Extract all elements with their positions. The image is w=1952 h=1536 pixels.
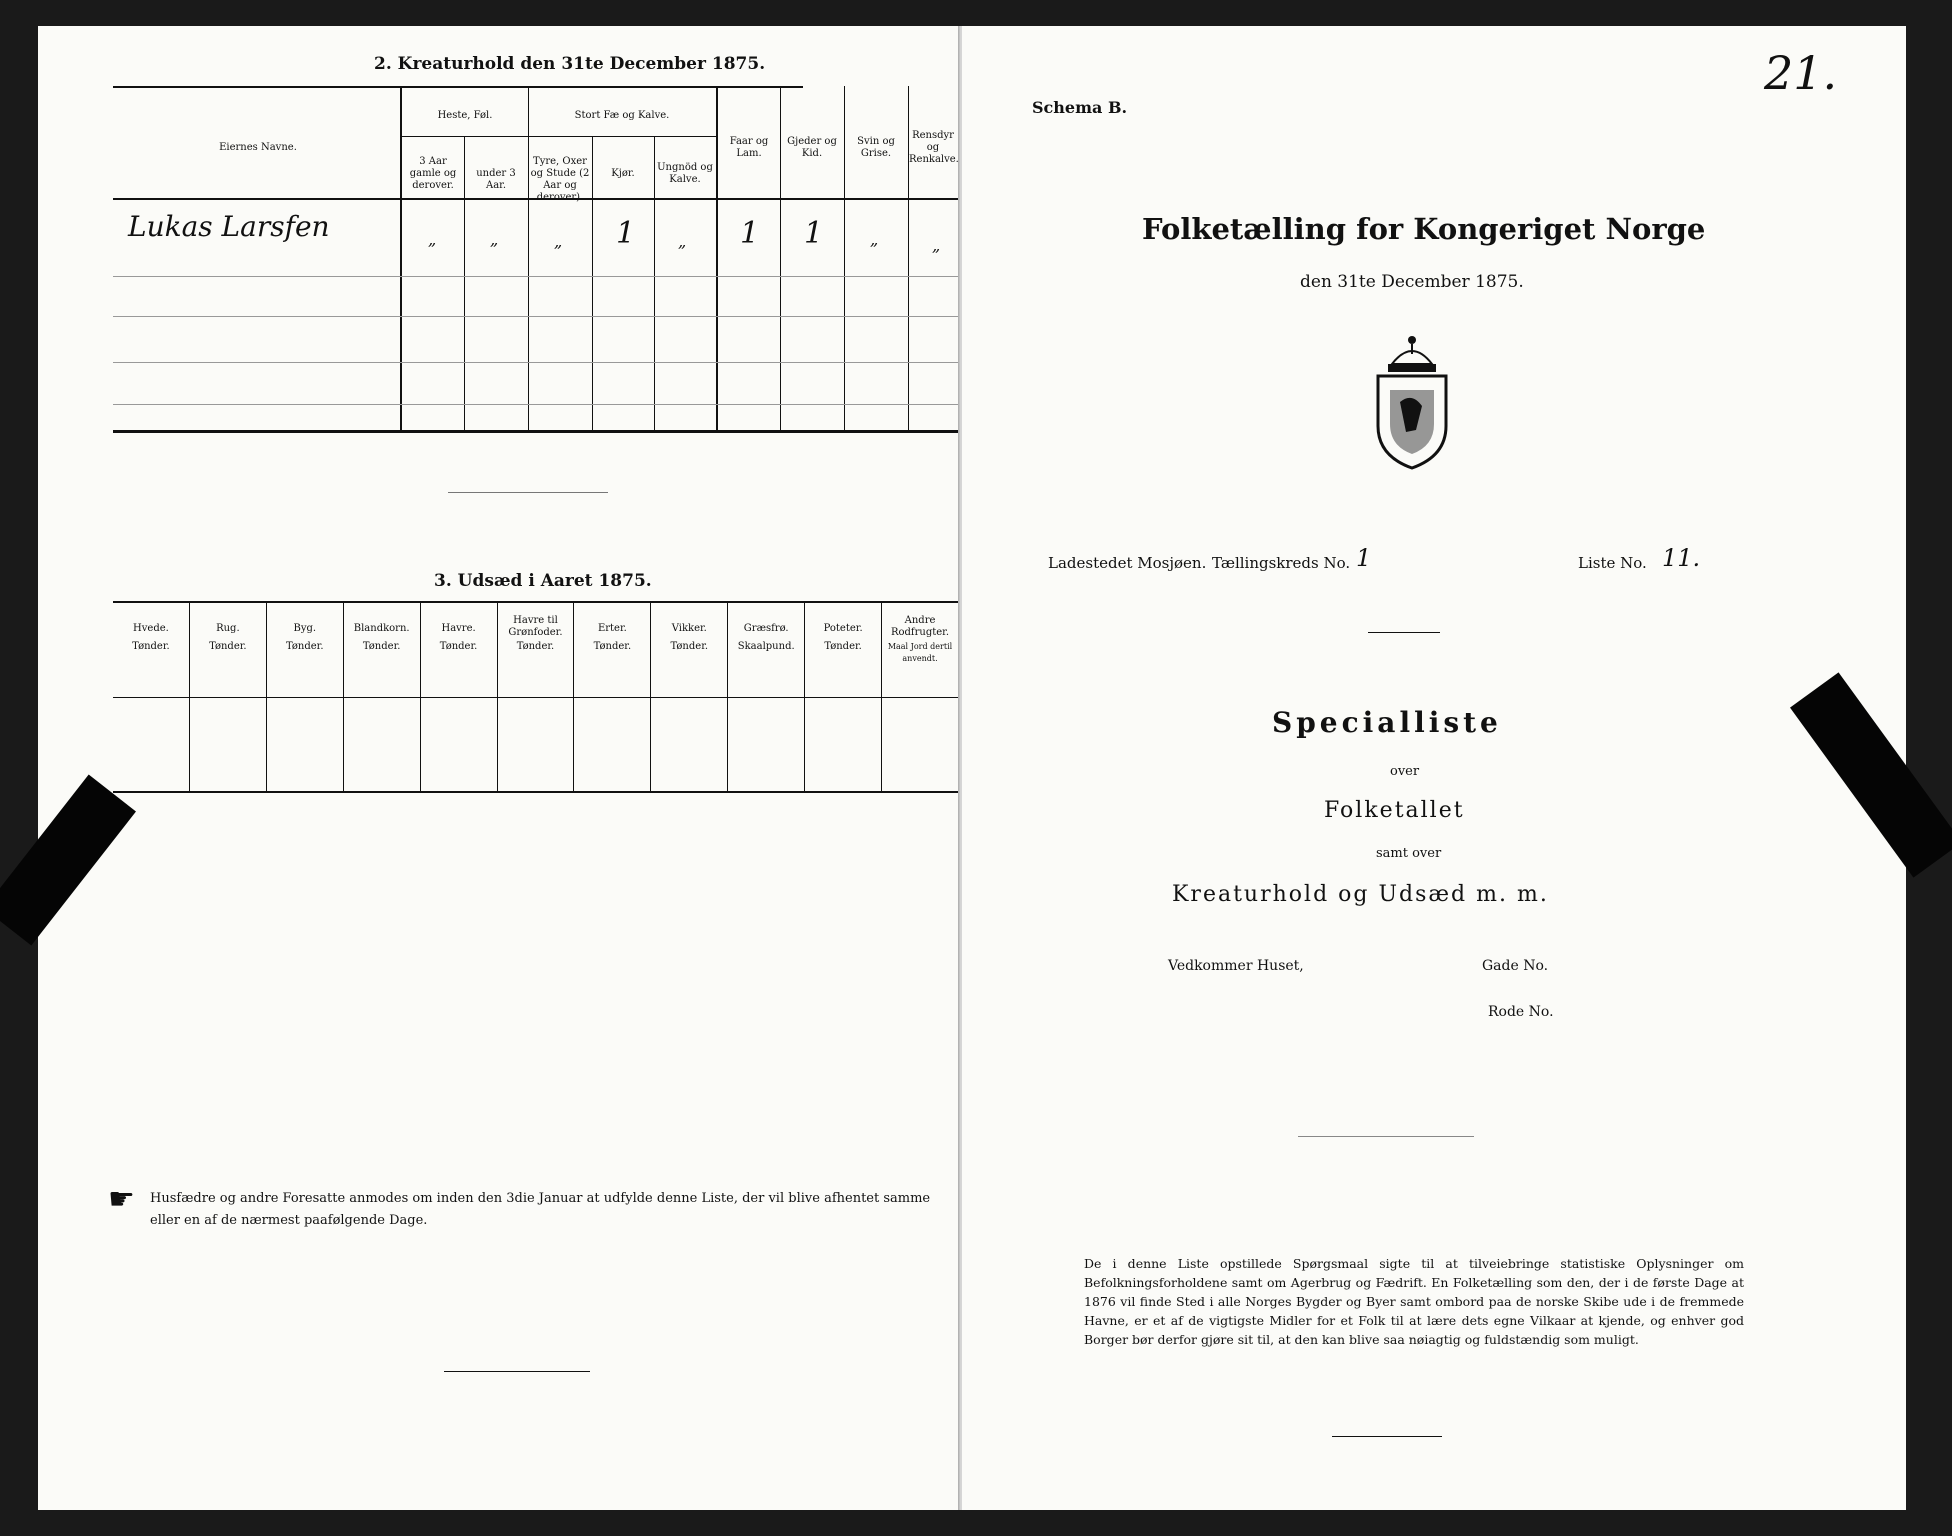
kreds-value: 1 <box>1356 544 1372 572</box>
page-number: 21. <box>1764 46 1838 100</box>
sowing-col-unit: Maal Jord dertil anvendt. <box>887 642 953 663</box>
pigs-cell: „ <box>870 230 879 249</box>
sowing-col-name: Byg. <box>293 623 317 634</box>
schema-label: Schema B. <box>1032 98 1128 117</box>
kreds-label: Tællingskreds No. <box>1212 554 1351 572</box>
over-text: over <box>1390 764 1420 779</box>
gade-label: Gade No. <box>1482 958 1549 974</box>
left-page <box>38 26 958 1510</box>
horses-group-header: Heste, Føl. <box>437 110 493 121</box>
ladestedet-label: Ladestedet Mosjøen. <box>1048 554 1207 572</box>
sowing-col-name: Havre til Grønfoder. <box>508 615 563 638</box>
reindeer-cell: „ <box>932 236 941 255</box>
sowing-col-unit: Tønder. <box>209 641 247 652</box>
liste-label: Liste No. <box>1578 554 1647 572</box>
bulls-cell: „ <box>554 232 563 251</box>
sowing-col-name: Havre. <box>441 623 476 634</box>
main-title: Folketælling for Kongeriget Norge <box>1142 212 1706 246</box>
sowing-col-name: Erter. <box>597 623 627 634</box>
vedkommer-label: Vedkommer Huset, <box>1168 958 1304 974</box>
sowing-col-name: Hvede. <box>133 623 169 634</box>
rode-label: Rode No. <box>1488 1004 1554 1020</box>
cows-header: Kjør. <box>611 168 635 179</box>
horse-young-cell: „ <box>490 230 499 249</box>
horse-old-cell: „ <box>428 230 437 249</box>
notice-text: Husfædre og andre Foresatte anmodes om inden den 3die Januar at udfylde denne Liste, der vil blive afhentet samme eller en af de nærmest paafølgende Dage. <box>150 1191 931 1228</box>
calves-header: Ungnöd og Kalve. <box>657 162 713 185</box>
pigs-header: Svin og Grise. <box>857 136 895 159</box>
samt-over-text: samt over <box>1376 846 1442 861</box>
goats-cell: 1 <box>804 216 824 251</box>
coat-of-arms-icon <box>1364 330 1460 470</box>
section3-title: 3. Udsæd i Aaret 1875. <box>434 571 652 591</box>
sowing-col-unit: Tønder. <box>516 641 555 652</box>
sowing-col-unit: Tønder. <box>670 641 709 652</box>
reindeer-header: Rensdyr og Renkalve. <box>909 130 959 165</box>
section2-title: 2. Kreaturhold den 31te December 1875. <box>374 54 766 74</box>
sowing-col-name: Vikker. <box>671 623 707 634</box>
census-date: den 31te December 1875. <box>1300 272 1524 292</box>
sowing-col-name: Rug. <box>216 623 240 634</box>
kreaturhold-title: Kreaturhold og Udsæd m. m. <box>1172 882 1549 907</box>
owner-col-header: Eiernes Navne. <box>219 142 297 153</box>
pointing-hand-icon: ☛ <box>108 1182 135 1217</box>
sowing-col-name: Blandkorn. <box>353 623 410 634</box>
sheep-cell: 1 <box>740 216 760 251</box>
sowing-col-unit: Tønder. <box>593 641 632 652</box>
sowing-col-name: Græsfrø. <box>743 623 789 634</box>
sowing-col-unit: Tønder. <box>285 641 324 652</box>
sowing-col-unit: Tønder. <box>824 641 862 652</box>
horse-old-header: 3 Aar gamle og derover. <box>409 156 457 191</box>
sowing-col-unit: Tønder. <box>439 641 478 652</box>
sowing-col-name: Andre Rodfrugter. <box>890 615 950 638</box>
sowing-col-unit: Skaalpund. <box>737 641 795 652</box>
cows-cell: 1 <box>616 216 636 251</box>
goats-header: Gjeder og Kid. <box>787 136 837 159</box>
right-page <box>962 26 1906 1510</box>
sheep-header: Faar og Lam. <box>729 136 769 159</box>
bulls-header: Tyre, Oxer og Stude (2 Aar og <box>530 156 590 191</box>
sowing-col-unit: Tønder. <box>362 641 401 652</box>
folketallet-title: Folketallet <box>1324 798 1465 823</box>
sowing-col-name: Poteter. <box>823 623 863 634</box>
footer-text: De i denne Liste opstillede Spørgsmaal sigte til at tilveiebringe statistiske Oplysninger om Befolkningsforholdene samt om Agerbrug og Fædrift. En Folketælling som den, der i de første Dage at 1876 vil finde Sted i alle Norges Bygder og Byer samt ombord paa de norske Skibe ude i de fremmede Havne, er et af de vigtigste Midler for et Folk til at lære dets egne Vilkaar at kjende, og enhver god Borger bør derfor gjøre sit til, at den kan blive saa nøiagtig og fuldstændig som muligt. <box>1084 1256 1744 1347</box>
sowing-col-unit: Tønder. <box>132 641 170 652</box>
owner-name-cell: Lukas Larsfen <box>128 210 330 243</box>
liste-value: 11. <box>1662 544 1701 572</box>
calves-cell: „ <box>678 232 687 251</box>
horse-young-header: under 3 Aar. <box>476 168 516 191</box>
cattle-group-header: Stort Fæ og Kalve. <box>574 110 670 121</box>
specialliste-title: Specialliste <box>1272 706 1502 739</box>
